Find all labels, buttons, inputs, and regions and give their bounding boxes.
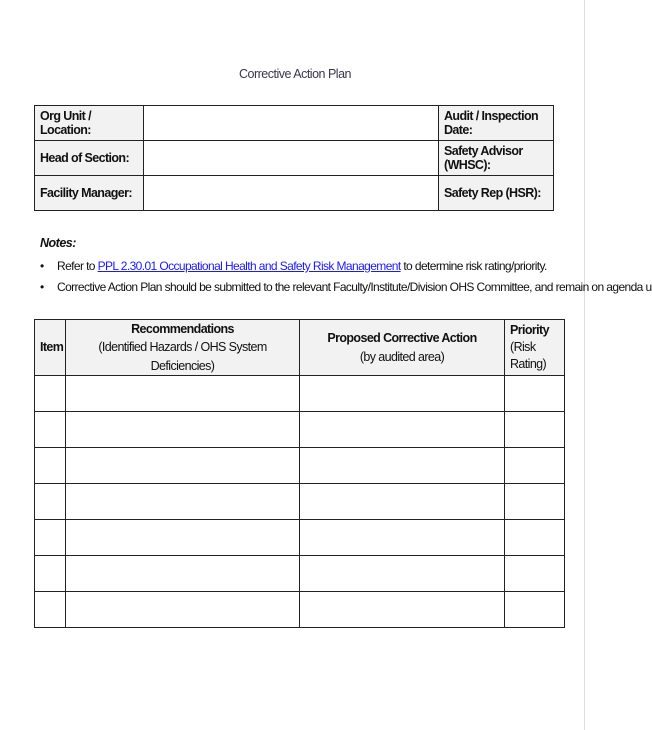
recommendation-cell[interactable] [66,556,300,592]
priority-cell[interactable] [505,448,565,484]
head-of-section-label: Head of Section: [35,141,144,176]
item-cell[interactable] [35,412,66,448]
safety-rep-label: Safety Rep (HSR): [439,176,554,211]
item-cell[interactable] [35,448,66,484]
priority-cell[interactable] [505,592,565,628]
col-item-header: Item [35,320,66,376]
action-cell[interactable] [300,520,505,556]
audit-date-label: Audit / Inspection Date: [439,106,554,141]
ppl-link[interactable]: PPL 2.30.01 Occupational Health and Safety Risk Management [97,259,401,273]
recommendation-cell[interactable] [66,484,300,520]
col-priority-header: Priority (Risk Rating) [505,320,565,376]
priority-cell[interactable] [505,412,565,448]
facility-manager-label: Facility Manager: [35,176,144,211]
col-action-header: Proposed Corrective Action (by audited area) [300,320,505,376]
action-cell[interactable] [300,556,505,592]
action-cell[interactable] [300,592,505,628]
table-row [35,556,565,592]
document-title: Corrective Action Plan [239,67,351,81]
recommendation-cell[interactable] [66,520,300,556]
action-cell[interactable] [300,376,505,412]
table-row [35,520,565,556]
action-cell[interactable] [300,484,505,520]
item-cell[interactable] [35,376,66,412]
priority-cell[interactable] [505,484,565,520]
table-row [35,448,565,484]
recommendation-cell[interactable] [66,412,300,448]
bullet-icon: • [40,280,44,294]
note-1-prefix: Refer to [57,259,98,273]
table-row [35,592,565,628]
priority-cell[interactable] [505,520,565,556]
table-row [35,376,565,412]
table-row [35,412,565,448]
table-row [35,484,565,520]
item-cell[interactable] [35,484,66,520]
safety-advisor-label: Safety Advisor (WHSC): [439,141,554,176]
note-2-text: Corrective Action Plan should be submitted to the relevant Faculty/Institute/Division OHS Committee, and remain on agenda u [57,280,652,294]
org-unit-label: Org Unit / Location: [35,106,144,141]
item-cell[interactable] [35,556,66,592]
bullet-icon: • [40,259,44,273]
note-1-suffix: to determine risk rating/priority. [400,259,547,273]
action-cell[interactable] [300,412,505,448]
col-recommendations-header: Recommendations (Identified Hazards / OHS System Deficiencies) [66,320,300,376]
item-cell[interactable] [35,592,66,628]
plan-header-row [35,320,565,376]
item-cell[interactable] [35,520,66,556]
notes-heading: Notes: [40,236,76,250]
priority-cell[interactable] [505,376,565,412]
recommendation-cell[interactable] [66,592,300,628]
recommendation-cell[interactable] [66,448,300,484]
recommendation-cell[interactable] [66,376,300,412]
plan-table [34,319,565,628]
action-cell[interactable] [300,448,505,484]
priority-cell[interactable] [505,556,565,592]
